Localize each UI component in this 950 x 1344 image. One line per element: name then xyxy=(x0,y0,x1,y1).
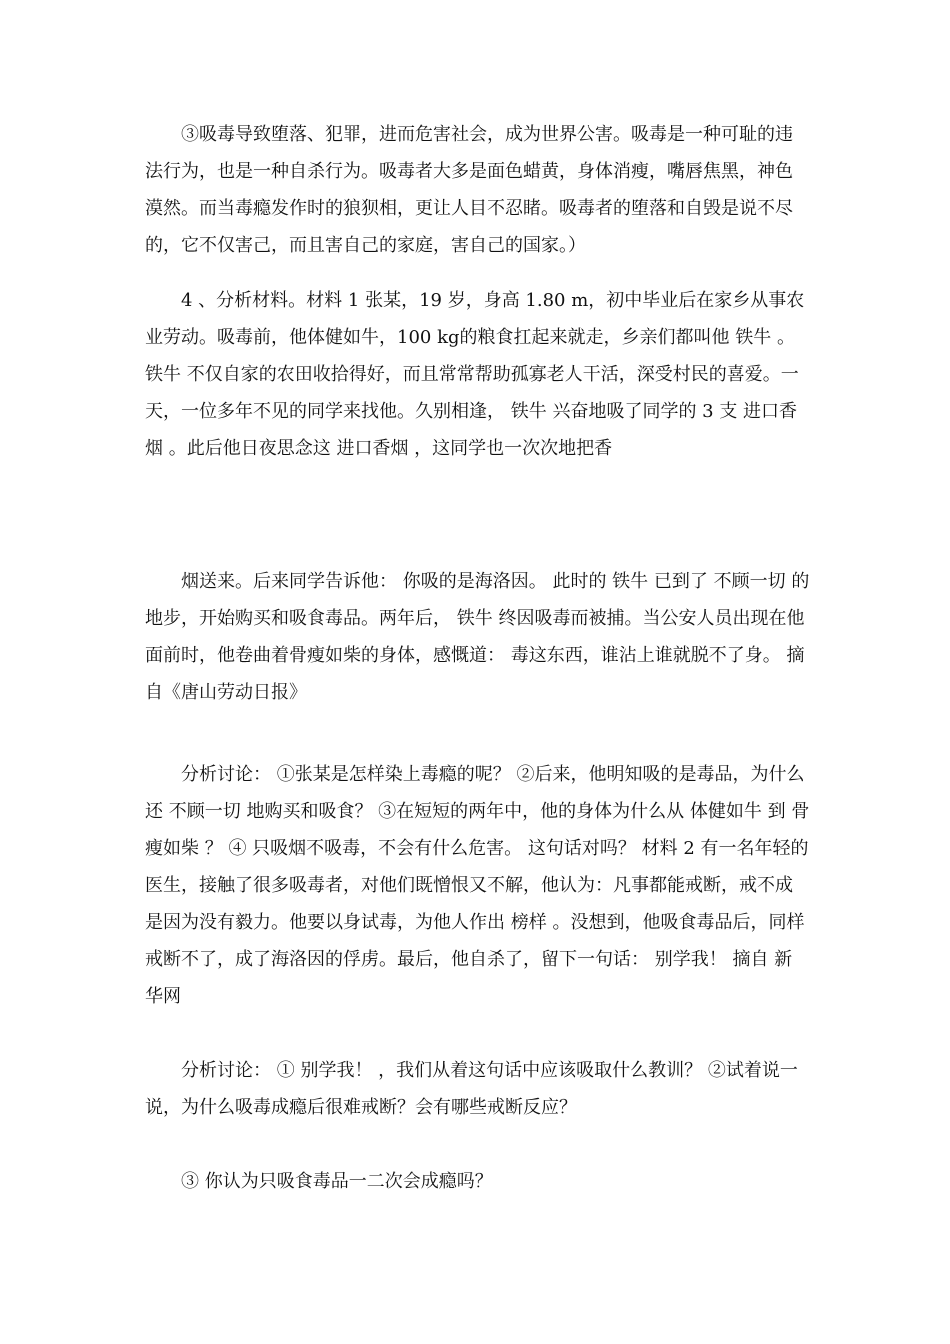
paragraph-discussion-2: 分析讨论： ① 别学我！ ，我们从着这句话中应该吸取什么教训？ ②试着说一说，为什么吸毒成瘾后很难戒断？会有哪些戒断反应？ xyxy=(145,1060,798,1118)
paragraph-material-1-continued: 烟送来。后来同学告诉他： 你吸的是海洛因。 此时的 铁牛 已到了 不顾一切 的地步，开始购买和吸食毒品。两年后， 铁牛 终因吸毒而被捕。当公安人员出现在他面前时，他卷曲着骨瘦如柴的身体，感慨道： 毒这东西，谁沾上谁就脱不了身。 摘自《唐山劳动日报》 xyxy=(145,571,810,703)
paragraph-harm-to-society: ③吸毒导致堕落、犯罪，进而危害社会，成为世界公害。吸毒是一种可耻的违法行为，也是一种自杀行为。吸毒者大多是面色蜡黄，身体消瘦，嘴唇焦黑，神色漠然。而当毒瘾发作时的狼狈相，更让人目不忍睹。吸毒者的堕落和自毁是说不尽的，它不仅害己，而且害自己的家庭，害自己的国家。） xyxy=(145,124,793,256)
paragraph-discussion-1-and-material-2: 分析讨论： ①张某是怎样染上毒瘾的呢？ ②后来，他明知吸的是毒品，为什么还 不顾一切 地购买和吸食？ ③在短短的两年中，他的身体为什么从 体健如牛 到 骨瘦如柴 ？ ④ 只吸烟不吸毒，不会有什么危害。 这句话对吗？ 材料 2 有一名年轻的医生，接触了很多吸毒者，对他们既憎恨又不解，他认为：凡事都能戒断，戒不成是因为没有毅力。他要以身试毒，为他人作出 榜样 。没想到，他吸食毒品后，同样戒断不了，成了海洛因的俘虏。最后，他自杀了，留下一句话： 别学我！ 摘自 新华网 xyxy=(145,764,810,1007)
paragraph-discussion-question-3: ③ 你认为只吸食毒品一二次会成瘾吗？ xyxy=(181,1171,493,1192)
paragraph-material-1: 4 、分析材料。材料 1 张某，19 岁，身高 1.80 m，初中毕业后在家乡从事农业劳动。吸毒前，他体健如牛，100 kg的粮食扛起来就走，乡亲们都叫他 铁牛 。 铁牛 不仅自家的农田收拾得好，而且常常帮助孤寡老人干活，深受村民的喜爱。一天，一位多年不见的同学来找他。久别相逢， 铁牛 兴奋地吸了同学的 3 支 进口香烟 。此后他日夜思念这 进口香烟 ，这同学也一次次地把香 xyxy=(145,290,805,459)
